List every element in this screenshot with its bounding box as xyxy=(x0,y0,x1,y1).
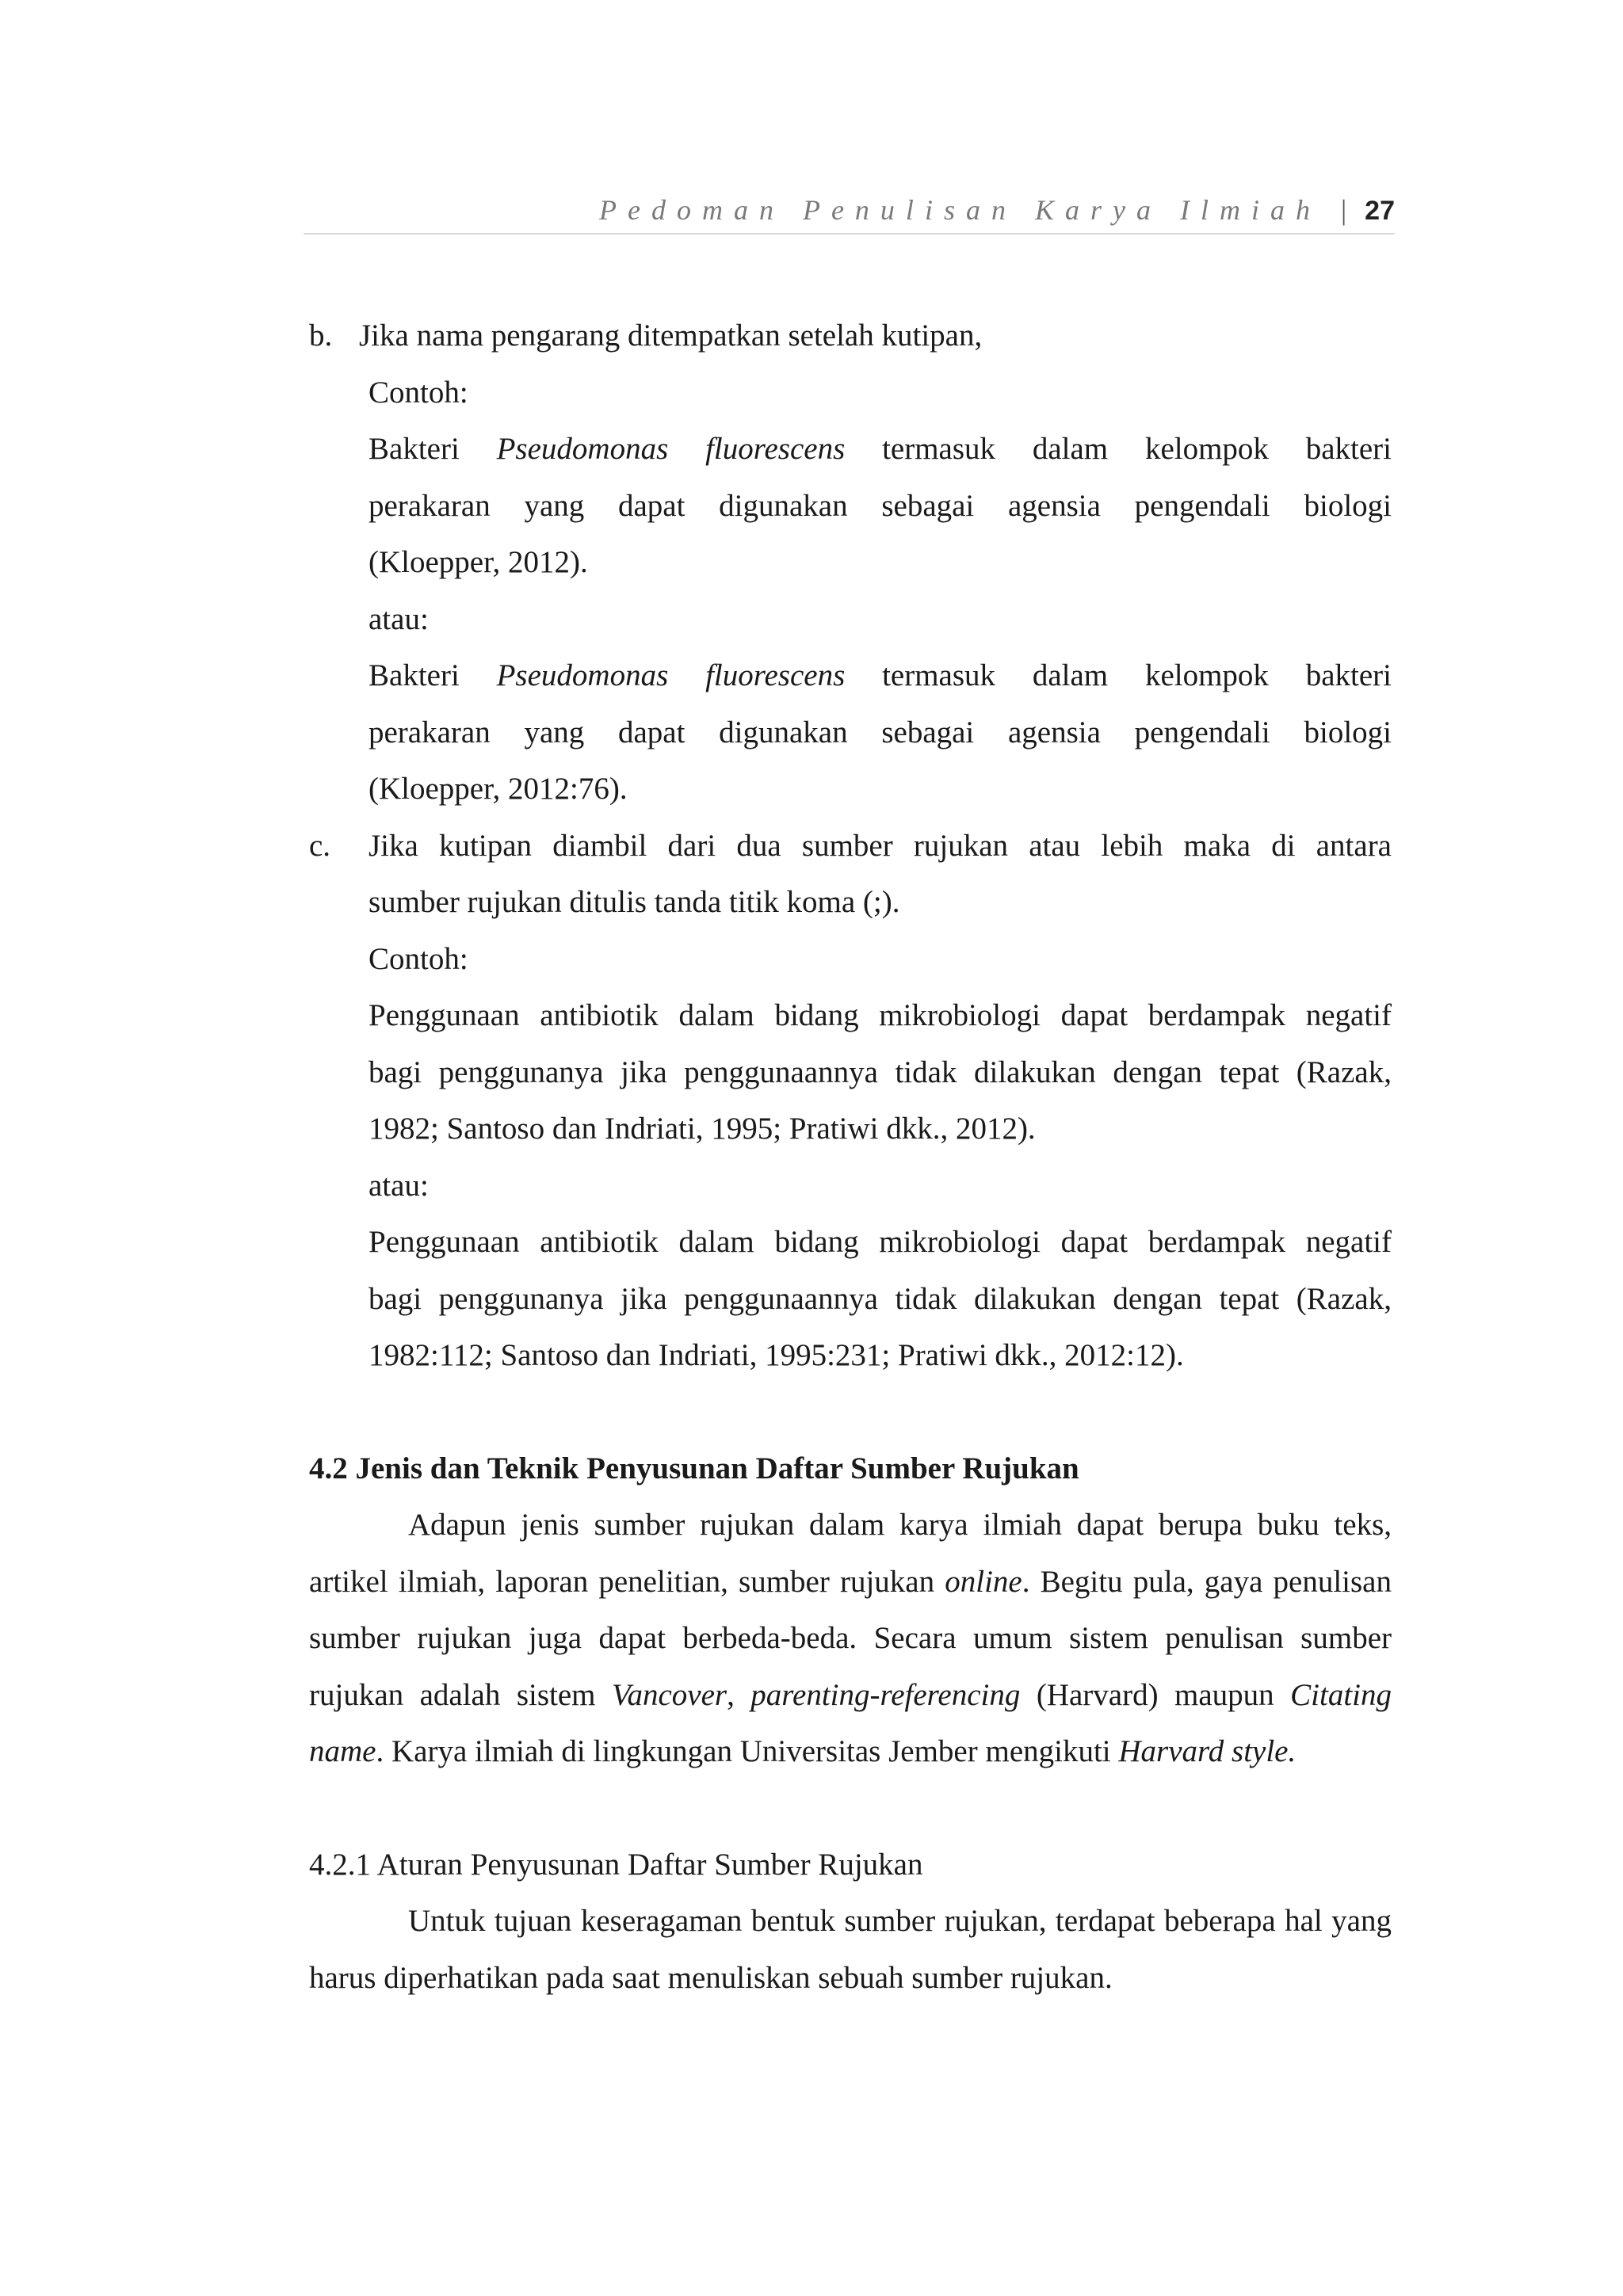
section-paragraph: Adapun jenis sumber rujukan dalam karya ilmiah dapat berupa buku teks, artikel ilmiah, laporan penelitian, sumber rujukan online. Begitu pula, gaya penulisan sumber rujukan juga dapat berbeda-beda. Secara umum sistem penulisan sumber rujukan adalah sistem Vancover, parenting-referencing (Harvard) maupun Citating name. Karya ilmiah di lingkungan Universitas Jember mengikuti Harvard style. xyxy=(309,1508,1392,1768)
example-line: Penggunaan antibiotik dalam bidang mikrobiologi dapat berdampak negatif xyxy=(369,1225,1392,1259)
example-label: Contoh: xyxy=(369,941,468,976)
list-marker-c: c. xyxy=(309,828,331,863)
header-separator: | xyxy=(1340,194,1347,226)
header-title: Pedoman Penulisan Karya Ilmiah xyxy=(599,194,1321,226)
page-body xyxy=(309,307,1392,2006)
spacer xyxy=(309,1384,1392,1440)
example-line: Bakteri Pseudomonas fluorescens termasuk dalam kelompok bakteri xyxy=(369,432,1392,466)
example-line: Bakteri Pseudomonas fluorescens termasuk dalam kelompok bakteri xyxy=(369,658,1392,692)
example-line: 1982; Santoso dan Indriati, 1995; Pratiwi dkk., 2012). xyxy=(369,1112,1036,1146)
example-line: bagi penggunanya jika penggunaannya tidak dilakukan dengan tepat (Razak, xyxy=(369,1055,1392,1089)
example-line: (Kloepper, 2012:76). xyxy=(369,772,628,806)
example-line: 1982:112; Santoso dan Indriati, 1995:231; Pratiwi dkk., 2012:12). xyxy=(369,1338,1184,1372)
example-line: bagi penggunanya jika penggunaannya tidak dilakukan dengan tepat (Razak, xyxy=(369,1281,1392,1316)
running-header xyxy=(304,190,1395,231)
example-line: perakaran yang dapat digunakan sebagai agensia pengendali biologi xyxy=(369,488,1392,523)
list-marker-b: b. xyxy=(309,318,333,353)
subsection-heading: 4.2.1 Aturan Penyusunan Daftar Sumber Rujukan xyxy=(309,1847,923,1882)
list-item-c-line: sumber rujukan ditulis tanda titik koma (;). xyxy=(369,885,900,919)
list-item-c-line: Jika kutipan diambil dari dua sumber rujukan atau lebih maka di antara xyxy=(369,828,1392,863)
section-heading: 4.2 Jenis dan Teknik Penyusunan Daftar Sumber Rujukan xyxy=(309,1451,1079,1486)
example-line: Penggunaan antibiotik dalam bidang mikrobiologi dapat berdampak negatif xyxy=(369,998,1392,1032)
example-label: Contoh: xyxy=(369,375,468,410)
species-name: Pseudomonas fluorescens xyxy=(496,658,846,692)
list-item-c xyxy=(309,818,1392,875)
spacer xyxy=(309,1780,1392,1836)
page-number: 27 xyxy=(1365,196,1395,226)
example-line: (Kloepper, 2012). xyxy=(369,545,588,579)
list-item-b-text: Jika nama pengarang ditempatkan setelah kutipan, xyxy=(359,318,983,353)
list-item-b xyxy=(309,307,1392,364)
or-label: atau: xyxy=(369,1168,429,1203)
species-name: Pseudomonas fluorescens xyxy=(496,432,846,466)
example-line: perakaran yang dapat digunakan sebagai agensia pengendali biologi xyxy=(369,715,1392,749)
subsection-paragraph: Untuk tujuan keseragaman bentuk sumber rujukan, terdapat beberapa hal yang harus diperhatikan pada saat menuliskan sebuah sumber rujukan. xyxy=(309,1904,1392,1995)
header-rule xyxy=(304,233,1395,235)
or-label: atau: xyxy=(369,601,429,636)
